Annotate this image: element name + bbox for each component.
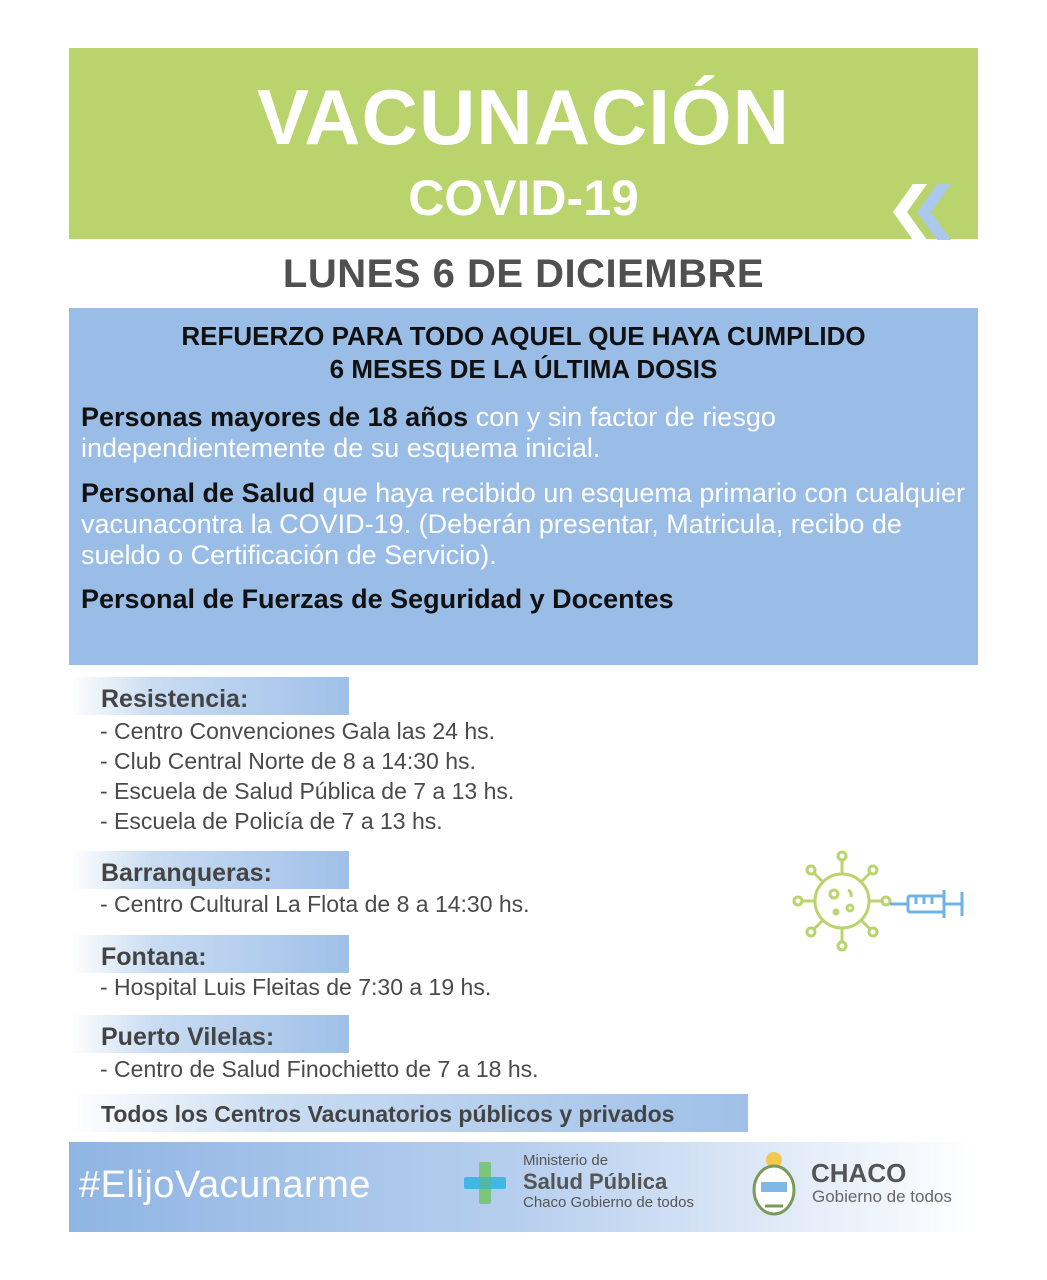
ministry-label: Ministerio de <box>523 1152 609 1169</box>
province-tagline: Gobierno de todos <box>812 1187 952 1206</box>
eligibility-box <box>69 308 978 665</box>
group-security-teachers <box>81 584 968 615</box>
city-heading-resistencia: Resistencia: <box>69 677 349 715</box>
ministry-name: Salud Pública <box>523 1169 668 1194</box>
site-item: - Centro de Salud Finochietto de 7 a 18 hs. <box>100 1056 539 1082</box>
main-title: VACUNACIÓN <box>257 73 790 161</box>
plus-cross-icon <box>462 1160 508 1206</box>
booster-heading <box>69 320 978 386</box>
double-chevron-icon <box>891 182 971 242</box>
group-health-bold: Personal de Salud <box>81 478 316 508</box>
group-health-text: que haya recibido un esquema primario con cualquier vacunacontra la COVID-19. (Deberán presentar, Matricula, recibo de sueldo o Certificación de Servicio). <box>81 478 965 570</box>
group-health-staff <box>81 478 968 571</box>
subtitle: COVID-19 <box>408 170 639 226</box>
province-name: CHACO <box>811 1158 907 1188</box>
site-item: - Escuela de Salud Pública de 7 a 13 hs. <box>100 778 515 804</box>
provincial-seal-icon <box>749 1148 799 1220</box>
city-heading-puerto-vilelas: Puerto Vilelas: <box>69 1015 349 1053</box>
header-banner <box>69 48 1004 257</box>
booster-heading-line2: 6 MESES DE LA ÚLTIMA DOSIS <box>329 354 718 384</box>
group-security-bold: Personal de Fuerzas de Seguridad y Docentes <box>81 584 674 614</box>
site-item: - Hospital Luis Fleitas de 7:30 a 19 hs. <box>100 974 492 1000</box>
date-heading: LUNES 6 DE DICIEMBRE <box>282 252 765 296</box>
hashtag: #ElijoVacunarme <box>79 1164 371 1206</box>
page-indicator: 5-5 <box>977 190 1004 257</box>
group-adults <box>81 402 968 464</box>
booster-heading-line1: REFUERZO PARA TODO AQUEL QUE HAYA CUMPLIDO <box>181 321 866 351</box>
group-adults-bold: Personas mayores de 18 años <box>81 402 469 432</box>
all-centers-note: Todos los Centros Vacunatorios públicos y privados <box>69 1094 748 1132</box>
site-item: - Escuela de Policía de 7 a 13 hs. <box>100 808 443 834</box>
city-heading-fontana: Fontana: <box>69 935 349 973</box>
site-item: - Centro Cultural La Flota de 8 a 14:30 hs. <box>100 891 530 917</box>
virus-syringe-icon <box>790 846 980 956</box>
city-heading-barranqueras: Barranqueras: <box>69 851 349 889</box>
footer-bar <box>69 1142 978 1232</box>
group-adults-text: con y sin factor de riesgo independientemente de su esquema inicial. <box>81 402 776 463</box>
site-item: - Centro Convenciones Gala las 24 hs. <box>100 718 496 744</box>
site-item: - Club Central Norte de 8 a 14:30 hs. <box>100 748 476 774</box>
ministry-tagline: Chaco Gobierno de todos <box>523 1194 694 1211</box>
